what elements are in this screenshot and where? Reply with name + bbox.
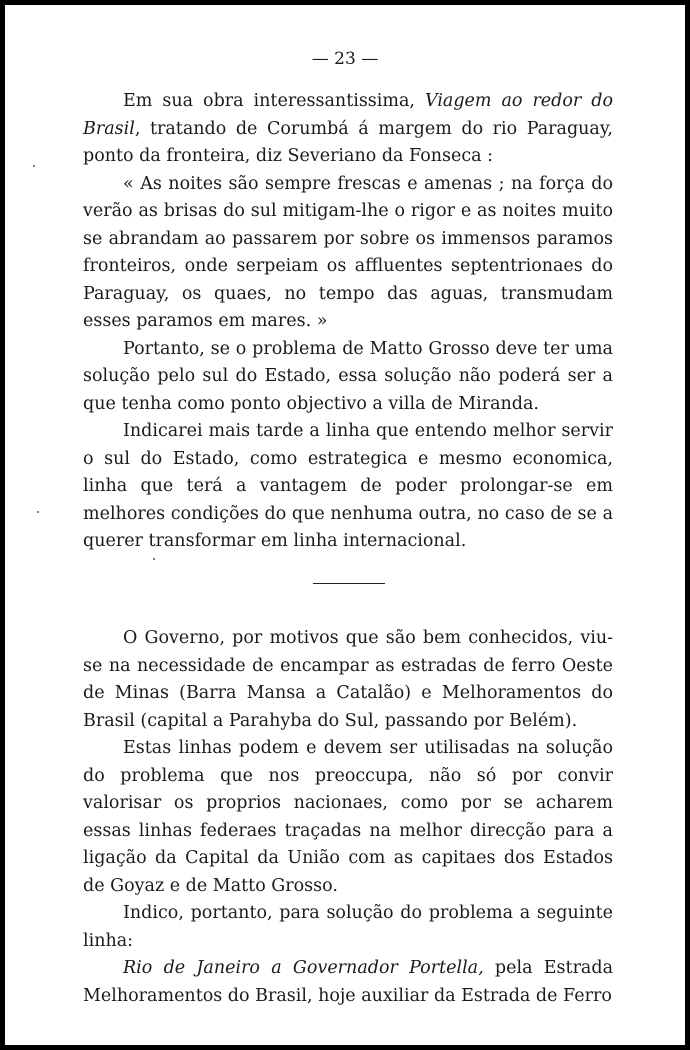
book-page (5, 5, 685, 1045)
page-number: — 23 — (311, 49, 379, 69)
quotation: « As noites são sempre frescas e amenas ; na força do verão as brisas do sul mitigam-lhe o rigor e as noites muito se abrandam ao passarem por sobre os immensos paramos fronteiros, onde serpeiam os affluentes septentrionaes do Paraguay, os quaes, no tempo das aguas, transmudam esses paramos em mares. » (83, 173, 613, 331)
paragraph: Estas linhas podem e devem ser utilisadas na solução do problema que nos preoccupa, não só por convir valorisar os proprios nacionaes, como por se acharem essas linhas federaes traçadas na melhor direcção para a ligação da Capital da União com as capitaes dos Estados de Goyaz e de Matto Grosso. (83, 738, 613, 896)
text-section-2 (83, 625, 613, 1010)
book-title: Viagem ao redor do Brasil (83, 91, 613, 139)
paper-speck (153, 558, 155, 560)
paragraph: Indicarei mais tarde a linha que entendo melhor servir o sul do Estado, como estrategica e mesmo economica, linha que terá a vantagem de poder prolongar-se em melhores condições do que nenhuma outra, no caso de se a querer transformar em linha internacional. (83, 421, 613, 551)
paper-speck (33, 165, 35, 167)
route-name: Rio de Janeiro a Governador Portella, (123, 958, 484, 978)
paragraph: Indico, portanto, para solução do problema a seguinte linha: (83, 903, 613, 951)
section-divider (313, 583, 385, 584)
paragraph: Em sua obra interessantissima, Viagem ao redor do Brasil, tratando de Corumbá á margem do rio Paraguay, ponto da fronteira, diz Severiano da Fonseca : (83, 91, 613, 166)
text-section-1 (83, 88, 613, 556)
paragraph: Rio de Janeiro a Governador Portella, pela Estrada Melhoramentos do Brasil, hoje auxiliar da Estrada de Ferro (83, 958, 614, 1006)
paragraph: O Governo, por motivos que são bem conhecidos, viu-se na necessidade de encampar as estradas de ferro Oeste de Minas (Barra Mansa a Catalão) e Melhoramentos do Brasil (capital a Parahyba do Sul, passando por Belém). (83, 628, 613, 731)
paper-speck (37, 511, 39, 513)
paragraph: Portanto, se o problema de Matto Grosso deve ter uma solução pelo sul do Estado, essa solução não poderá ser a que tenha como ponto objectivo a villa de Miranda. (83, 338, 613, 414)
